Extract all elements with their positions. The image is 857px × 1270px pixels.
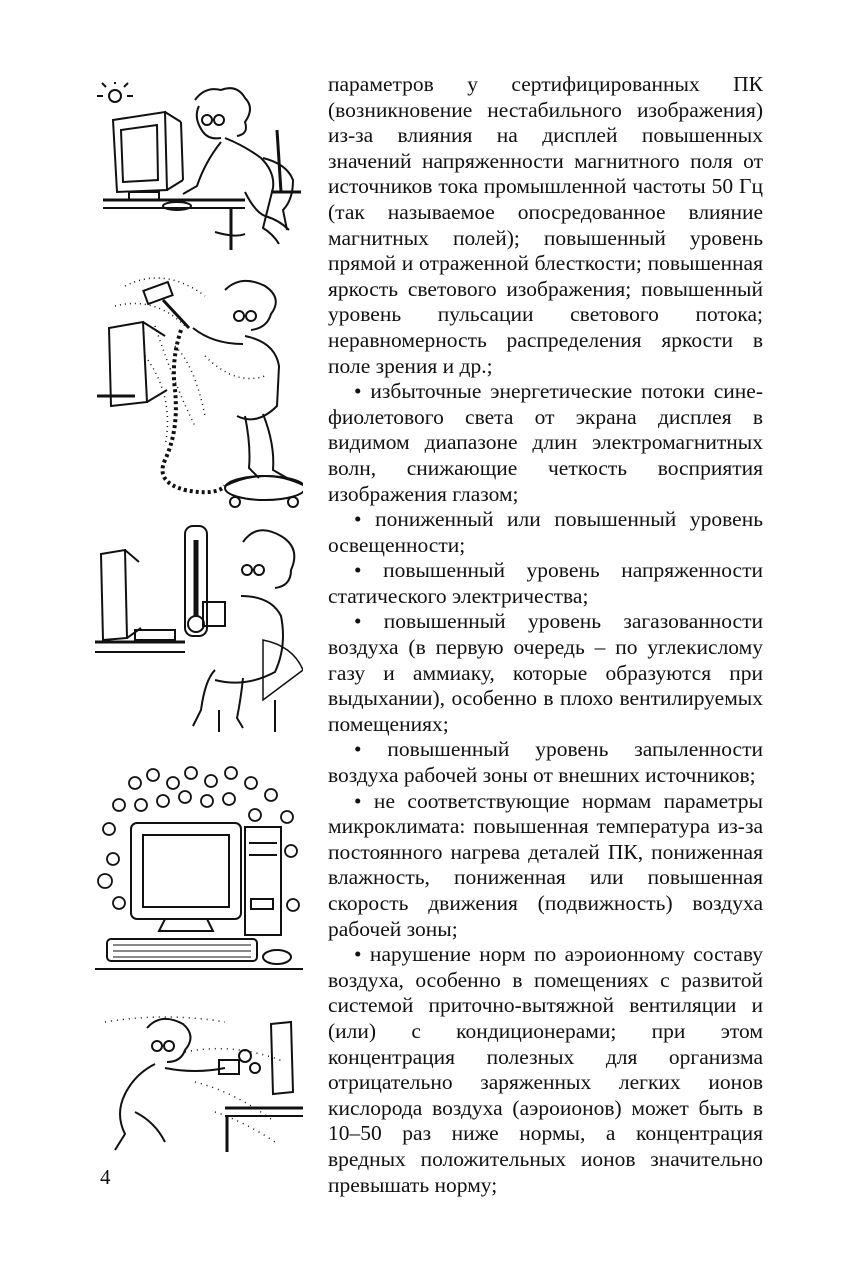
- list-item: • пониженный или повышенный уровень освещенности;: [328, 507, 763, 557]
- ion-icon: [98, 767, 299, 911]
- list-item: • избыточные энергетические потоки сине-фиолетового света от экрана дисплея в видимом диапазоне длин электромагнитных волн, снижающие четкость восприятия изображения глазом;: [328, 379, 763, 506]
- person-at-monitor-glare-illustration: [95, 82, 303, 254]
- lamp-icon: [97, 82, 133, 102]
- main-text-column: [328, 72, 763, 1198]
- person-vacuuming-dusty-monitor-illustration: [95, 266, 303, 508]
- person-with-thermometer-and-fan-illustration: [95, 520, 303, 732]
- page-number: 4: [100, 1165, 111, 1189]
- person-in-dusty-air-illustration: [95, 1012, 303, 1152]
- list-item: • не соответствующие нормам параметры микроклимата: повышенная температура из-за постоянного нагрева деталей ПК, пониженная влажность, пониженная или повышенная скорость движения (подвижность) воздуха рабочей зоны;: [328, 788, 763, 941]
- list-item: • повышенный уровень загазованности воздуха (в первую очередь – по углекислому газу и аммиаку, которые образуются при выдыхании), особенно в плохо вентилируемых помещениях;: [328, 609, 763, 736]
- continuation-paragraph: параметров у сертифицированных ПК (возникновение нестабильного изображения) из-за влияния на дисплей повышенных значений напряженности магнитного поля от источников тока промышленной частоты 50 Гц (так называемое опосредованное влияние магнитных полей); повышенный уровень прямой и отраженной блесткости; повышенная яркость светового изображения; повышенный уровень пульсации светового потока; неравномерность распределения яркости в поле зрения и др.;: [328, 72, 763, 378]
- computer-surrounded-by-ions-illustration: [95, 765, 303, 975]
- list-item: • нарушение норм по аэроионному составу воздуха, особенно в помещениях с развитой системой приточно-вытяжной вентиляции и (или) с кондиционерами; при этом концентрация полезных для организма отрицательно заряженных легких ионов кислорода воздуха (аэроионов) может быть в 10–50 раз ниже нормы, а концентрация вредных положительных ионов значительно превышать норму;: [328, 942, 763, 1197]
- list-item: • повышенный уровень запыленности воздуха рабочей зоны от внешних источников;: [328, 737, 763, 788]
- list-item: • повышенный уровень напряженности статического электричества;: [328, 558, 763, 608]
